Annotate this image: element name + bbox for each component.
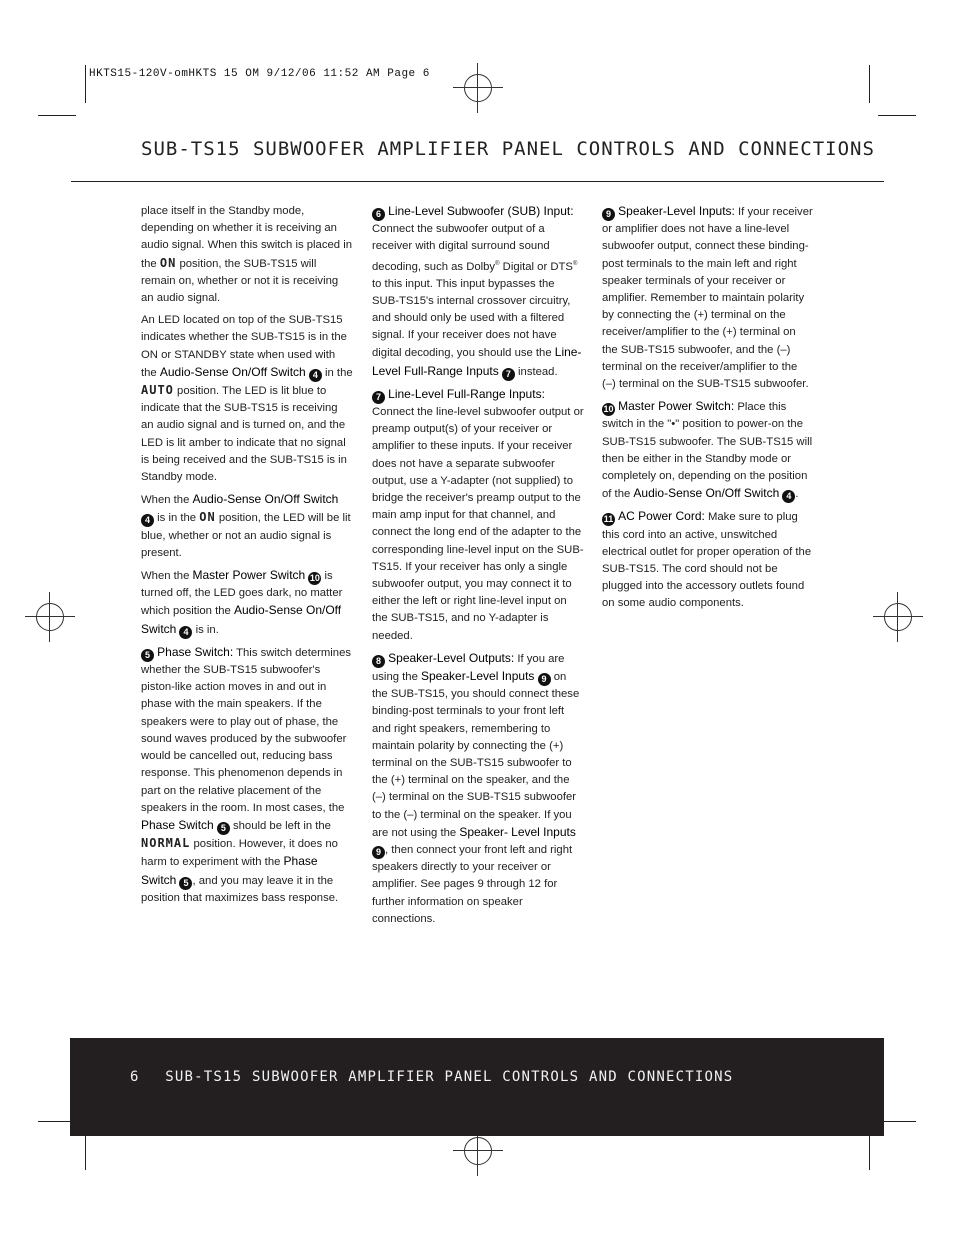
control-ref: Audio-Sense On/Off Switch xyxy=(633,486,780,501)
registration-mark-icon xyxy=(464,74,492,102)
callout-4-icon: 4 xyxy=(782,490,795,503)
column-3 xyxy=(602,203,814,618)
callout-4-icon: 4 xyxy=(309,369,322,382)
registration-mark-icon xyxy=(464,1137,492,1165)
registered-mark: ® xyxy=(572,260,578,267)
page-title: SUB-TS15 SUBWOOFER AMPLIFIER PANEL CONTROLS AND CONNECTIONS xyxy=(141,138,875,160)
control-ref: Switch xyxy=(141,872,177,887)
callout-10-icon: 10 xyxy=(603,404,614,415)
registered-mark: ® xyxy=(495,260,500,267)
callout-5-icon: 5 xyxy=(217,822,230,835)
crop-mark xyxy=(869,1132,870,1170)
page-number: 6 xyxy=(130,1069,140,1085)
crop-mark xyxy=(85,1132,86,1170)
control-ref: Audio-Sense On/Off Switch xyxy=(192,492,339,507)
callout-7-icon: 7 xyxy=(502,368,515,381)
callout-11-icon: 11 xyxy=(603,514,614,525)
control-ref: Speaker-Level Inputs xyxy=(421,669,535,684)
footer-band xyxy=(70,1038,884,1136)
section-head: Phase Switch: xyxy=(157,644,234,659)
control-ref: Level Inputs xyxy=(511,824,576,839)
display-normal-label: NORMAL xyxy=(141,836,191,851)
crop-mark xyxy=(878,115,916,116)
column-1 xyxy=(141,203,353,912)
crop-mark xyxy=(38,115,76,116)
print-slug: HKTS15-120V-omHKTS 15 OM 9/12/06 11:52 AM Page 6 xyxy=(89,68,430,80)
section-head: Master Power Switch: xyxy=(618,399,735,414)
control-ref: Phase Switch xyxy=(141,817,214,832)
paragraph: When the Audio-Sense On/Off Switch 4 is in the ON position, the LED will be lit blue, whether or not an audio signal is present. xyxy=(141,492,351,559)
callout-8-icon: 8 xyxy=(372,655,385,668)
title-rule xyxy=(71,181,884,182)
section-head: Speaker-Level Outputs: xyxy=(388,650,515,665)
footer-text xyxy=(130,1069,733,1085)
callout-4-icon: 4 xyxy=(179,626,192,639)
control-ref: Phase xyxy=(283,854,318,869)
section-head: Line-Level Subwoofer (SUB) Input: xyxy=(388,204,574,218)
paragraph: 11 AC Power Cord: Make sure to plug this cord into an active, unswitched electrical outlet for proper operation of the SUB-TS15. The cord should not be plugged into the accessory outlets found on some audio components. xyxy=(602,509,812,610)
control-ref: Master Power Switch xyxy=(192,568,306,583)
registration-mark-icon xyxy=(884,603,912,631)
crop-mark xyxy=(85,65,86,103)
paragraph: 5 Phase Switch: This switch determines whether the SUB-TS15 subwoofer's piston-like action moves in and out in phase with the main speakers. If the speakers were to play out of phase, the sound waves produced by the subwoofer would be cancelled out, reducing bass response. This phenomenon depends in part on the relative placement of the speakers in the room. In most cases, the Phase Switch 5 should be left in the NORMAL position. However, it does no harm to experiment with the Phase Switch 5 , and you may leave it in the position that maximizes bass response. xyxy=(141,644,352,904)
control-ref: Switch xyxy=(141,621,177,636)
display-auto-label: AUTO xyxy=(141,383,174,398)
paragraph: When the Master Power Switch 10 is turned off, the LED goes dark, no matter which position the Audio-Sense On/Off Switch 4 is in. xyxy=(141,568,343,637)
section-head: Line-Level Full-Range Inputs: xyxy=(388,386,545,401)
control-ref: Line-Level Full-Range Inputs xyxy=(372,345,582,378)
paragraph: An LED located on top of the SUB-TS15 indicates whether the SUB-TS15 is in the ON or STANDBY state when used with the Audio-Sense On/Off Switch 4 in the AUTO position. The LED is lit blue to indicate that the SUB-TS15 is receiving an audio signal and is turned on, and the LED is lit amber to indicate that no signal is being received and the SUB-TS15 is in Standby mode. xyxy=(141,314,353,484)
footer-title: SUB-TS15 SUBWOOFER AMPLIFIER PANEL CONTROLS AND CONNECTIONS xyxy=(165,1069,734,1085)
display-on-label: ON xyxy=(159,255,177,270)
display-on-label: ON xyxy=(199,510,216,525)
paragraph: 6 Line-Level Subwoofer (SUB) Input: Connect the subwoofer output of a receiver with digital surround sound decoding, such as Dolby® Digital or DTS® to this input. This input bypasses the SUB-TS15's internal crossover circuitry, and should only be used with a filtered signal. If your receiver does not have digital decoding, you should use the Line-Level Full-Range Inputs 7 instead. xyxy=(372,204,582,379)
crop-mark xyxy=(869,65,870,103)
control-ref: Audio-Sense On/Off Switch xyxy=(159,364,306,379)
callout-10-icon: 10 xyxy=(309,573,320,584)
callout-9-icon: 9 xyxy=(372,846,385,859)
section-head: AC Power Cord: xyxy=(618,509,705,524)
callout-5-icon: 5 xyxy=(141,649,154,662)
callout-5-icon: 5 xyxy=(179,877,192,890)
paragraph: 10 Master Power Switch: Place this switch in the "•" position to power-on the SUB-TS15 subwoofer. The SUB-TS15 will then be either in the Standby mode or completely on, depending on the position of the Audio-Sense On/Off Switch 4 . xyxy=(602,399,813,502)
paragraph: 9 Speaker-Level Inputs: If your receiver or amplifier does not have a line-level subwoofer output, connect these binding-post terminals to the main left and right speaker terminals of your receiver or amplifier. Remember to maintain polarity by connecting the (+) terminal on the receiver/amplifier to the (+) terminal on the SUB-TS15 subwoofer, and the (–) terminal on the receiver/amplifier to the (–) terminal on the SUB-TS15 subwoofer. xyxy=(602,204,813,391)
control-ref: Speaker- xyxy=(459,824,509,839)
paragraph: 7 Line-Level Full-Range Inputs: Connect the line-level subwoofer output or preamp output(s) of your receiver or amplifier to these inputs. If your receiver does not have a separate subwoofer output, use a Y-adapter (not supplied) to bridge the receiver's preamp output to the main amp input for that channel, and connect the long end of the adapter to the corresponding line-level input on the SUB-TS15. If your receiver has only a single subwoofer output, you may connect it to either the left or right line-level input on the SUB-TS15, and no Y-adapter is needed. xyxy=(372,386,584,642)
section-head: Speaker-Level Inputs: xyxy=(618,204,735,218)
registration-mark-icon xyxy=(36,603,64,631)
column-2 xyxy=(372,203,584,933)
control-ref: Audio-Sense On/Off xyxy=(233,603,342,618)
callout-4-icon: 4 xyxy=(141,514,154,527)
callout-9-icon: 9 xyxy=(602,208,615,221)
callout-6-icon: 6 xyxy=(372,208,385,221)
paragraph: 8 Speaker-Level Outputs: If you are using the Speaker-Level Inputs 9 on the SUB-TS15, you should connect these binding-post terminals to your front left and right speakers, remembering to maintain polarity by connecting the (+) terminal on the SUB-TS15 subwoofer to the (+) terminal on the speaker, and the (–) terminal on the SUB-TS15 subwoofer to the (–) terminal on the speaker. If you are not using the Speaker- Level Inputs 9 , then connect your front left and right speakers directly to your receiver or amplifier. See pages 9 through 12 for further information on speaker connections. xyxy=(372,650,580,925)
callout-9-icon: 9 xyxy=(538,673,551,686)
paragraph: place itself in the Standby mode, depending on whether it is receiving an audio signal. When this switch is placed in the ON position, the SUB-TS15 will remain on, whether or not it is receiving an audio signal. xyxy=(141,205,352,305)
callout-7-icon: 7 xyxy=(372,391,385,404)
